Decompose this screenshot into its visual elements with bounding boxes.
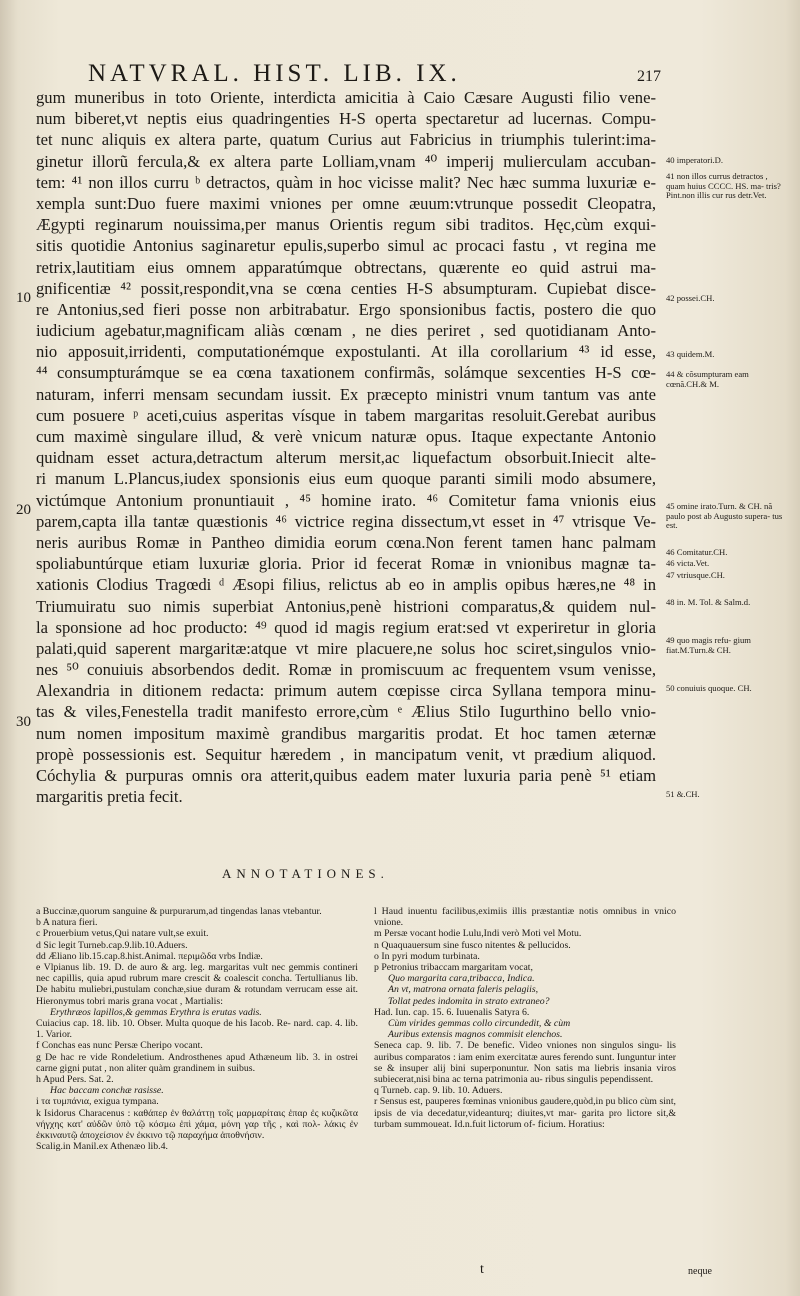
annotation-entry: An vt, matrona ornata faleris pelagiis, — [388, 984, 539, 996]
text-line: Cóchylia & purpuras omnis ora atterit,quibus eadem mater luxuria paria penè ⁵¹ etiam — [36, 766, 656, 785]
margin-note: 46 Comitatur.CH. — [666, 547, 728, 557]
text-line: re Antonius,sed fieri posse non arbitrabatur. Ergo sponsionibus factis, postero die quo — [36, 299, 656, 319]
margin-note: 47 vtriusque.CH. — [666, 570, 725, 580]
text-line: retrix,lautitiam eius omnem apparatúmque obtrectans, quærente eo quid astrui ma- — [36, 257, 656, 277]
annotation-entry: r Sensus est, pauperes fœminas vnionibus gaudere,quòd,in pu blico cùm sint, ipsis de via decedatur,videanturq; diuites,vt mar- garita pro lictore sit,& turbam summoueat. Id.n.fuit lictorum of- ficium. Horatius: — [374, 1096, 676, 1130]
annotation-entry: n Quaquauersum sine fusco nitentes & pellucidos. — [374, 939, 571, 951]
line-number-20: 20 — [16, 502, 31, 518]
margin-note: 42 possei.CH. — [666, 293, 715, 303]
annotation-entry: Cùm virides gemmas collo circundedit, & cùm — [388, 1018, 571, 1030]
text-line: parem,capta illa tantæ quæstionis ⁴⁶ victrice regina dissectum,vt esset in ⁴⁷ vtrisque Ve- — [36, 511, 656, 531]
annotations-right-column — [374, 906, 676, 1130]
text-line: margaritis pretia fecit. — [36, 787, 183, 807]
annotation-entry: Tollat pedes indomita in strato extraneo? — [388, 995, 550, 1007]
line-number-10: 10 — [16, 290, 31, 306]
text-line: ⁴⁴ consumpturámque se ea cœna taxationem confirmãs, solámque sexcenties H-S cœ- — [36, 363, 656, 383]
annotation-entry: i τα τυμπάνια, exigua tympana. — [36, 1096, 159, 1108]
margin-note: 41 non illos currus detractos , quam huius CCCC. HS. ma- tris?Pint.non illis cur rus detr.Vet. — [666, 171, 781, 201]
annotation-entry: Auribus extensis magnos commisit elenchos. — [388, 1029, 563, 1041]
annotation-entry: l Haud inuentu facilibus,eximiis illis præstantiæ notis omnibus in vnico vnione. — [374, 906, 676, 929]
text-line: sitis quotidie Antonius saginaretur epulis,superbo simul ac procaci fastu , vt regina me — [36, 236, 656, 256]
annotation-entry: p Petronius tribaccam margaritam vocat, — [374, 962, 533, 974]
annotation-entry: h Apud Pers. Sat. 2. — [36, 1074, 114, 1086]
annotation-entry: b A natura fieri. — [36, 917, 98, 929]
text-line: ginetur illorũ fercula,& ex altera parte Lolliam,vnam ⁴⁰ imperij mulierculam accuban- — [36, 151, 656, 171]
text-line: tem: ⁴¹ non illos curru ᵇ detractos, quàm in hoc vicisse malit? Nec hæc summa luxuriæ e- — [36, 172, 656, 192]
annotations-heading: ANNOTATIONES. — [222, 866, 389, 881]
text-line: cum posuere ᵖ aceti,cuius asperitas vísque in tabem margaritas resoluit.Gerebat auribus — [36, 405, 656, 425]
main-text-block — [36, 87, 656, 807]
annotation-entry: Erythræos lapillos,& gemmas Erythra is erutas vadis. — [50, 1006, 262, 1018]
annotation-entry: Scalig.in Manil.ex Athenæo lib.4. — [36, 1141, 168, 1153]
annotation-entry: g De hac re vide Rondeletium. Androsthenes apud Athæneum lib. 3. in ostrei carne gigni putat , non aliter quàm grandinem in suibus. — [36, 1051, 358, 1074]
text-line: Ægypti reginarum nouissima,per manus Orientis regum sibi traditos. Hęc,cùm exqui- — [36, 215, 656, 235]
margin-note: 44 & cõsumpturam eam cœnã.CH.& M. — [666, 369, 749, 389]
text-line: nes ⁵⁰ conuiuis absorbendos dedit. Romæ in promiscuum ac frequentem vsum venisse, — [36, 660, 656, 680]
text-line: la sponsione ad hoc producto: ⁴⁹ quod id magis regium erat:sed vt experiretur in gloria — [36, 617, 656, 637]
annotation-entry: k Isidorus Characenus : καθάπερ ἐν θαλάττῃ τοῖς μαρμαρίταις ἐπαρ ἐς κυζικῶτα νήγχης κατ' αὐδῶν ὑπὸ τῷ κόσμω ἐπὶ χάμα, μόνη γαρ τῆς , καὶ πολ- λάκις ἐν ἐκκιναυτῷ ἀποχείσιον ἐν ἐκκινο τῷ παραχήμα ἀποθνήσιν. — [36, 1107, 358, 1142]
margin-note: 46 victa.Vet. — [666, 558, 710, 568]
text-line: Alexandria in ditionem redacta: primum autem cœpisse circa Syllana tempora minu- — [36, 681, 656, 701]
text-line: xempla sunt:Duo fuere maximi vniones per omne æuum:vtrunque possedit Cleopatra, — [36, 193, 656, 213]
catchword: neque — [688, 1266, 712, 1277]
annotation-entry: c Prouerbium vetus,Qui natare vult,se exuit. — [36, 928, 209, 940]
annotation-entry: a Buccinæ,quorum sanguine & purpurarum,ad tingendas lanas vtebantur. — [36, 906, 322, 917]
text-line: neris auribus Romæ in Pantheo dimidia eorum cœna.Non ferent tamen hanc palmam — [36, 532, 656, 552]
text-line: spoliabuntúrque etiam luxuriæ gloria. Prior id fecerat Romæ in vnionibus magnæ ta- — [36, 554, 656, 574]
text-line: num nomen impositum maximè grandibus margaritis prodat. Et hoc tamen æternæ — [36, 723, 656, 743]
annotation-entry: dd Æliano lib.15.cap.8.hist.Animal. περιμῶδα vrbs Indiæ. — [36, 950, 263, 962]
annotation-entry: Cuiacius cap. 18. lib. 10. Obser. Multa quoque de his Iacob. Re- nard. cap. 4. lib. 1. Varior. — [36, 1018, 358, 1041]
margin-note: 45 omine irato.Turn. & CH. nã paulo post ab Augusto supera- tus est. — [666, 501, 783, 531]
text-line: num biberet,vt neptis eius quadringenties H-S operta spectaretur ad lucernas. Compu- — [36, 109, 656, 129]
annotation-entry: Quo margarita cara,tribacca, Indica. — [388, 973, 535, 985]
annotation-entry: Seneca cap. 9. lib. 7. De benefic. Video vniones non singulos singu- lis auribus comparatos : iam enim exercitatæ aures ferendo sunt. Iunguntur inter se & insuper alij bini superponuntur. Non satis ma liebris insania viros subiecerat,nisi bina ac terna patrimonia au- ribus singulis pependissent. — [374, 1040, 676, 1086]
annotation-entry: e Vlpianus lib. 19. D. de auro & arg. leg. margaritas vult nec gemmis contineri nec capillis, quia apud rubrum mare crescit & coalescit concha. Tertullianus lib. De habitu muliebri,pustulam conchæ,siue duram & rotundam verrucam esse ait. Hieronymus tobri maris grana vocat , Martialis: — [36, 962, 358, 1007]
annotation-entry: f Conchas eas nunc Persæ Cheripo vocant. — [36, 1040, 203, 1052]
margin-note: 51 &.CH. — [666, 789, 700, 799]
margin-note: 49 quo magis refu- gium fiat.M.Turn.& CH. — [666, 635, 751, 655]
margin-note: 48 in. M. Tol. & Salm.d. — [666, 597, 751, 607]
text-line: palati,quid saperent margaritæ:atque vt mire placuere,ne solus hoc sciret,singulos vnio- — [36, 638, 656, 658]
text-line: nio apposuit,irridenti, computationémque expostulanti. At illa corollarium ⁴³ id esse, — [36, 342, 656, 362]
signature-mark: t — [480, 1262, 484, 1277]
text-line: ri manum L.Plancus,iudex sponsionis eius eum quoque paranti simili modo absumere, — [36, 469, 656, 489]
margin-note: 50 conuiuis quoque. CH. — [666, 683, 752, 693]
text-line: tas & viles,Fenestella tradit manifesto errore,cùm ᵉ Ælius Stilo Iugurthino bello vnio- — [36, 702, 656, 722]
text-line: Triumuiratu suo nimis superbiat Antonius,penè histrioni comparatus,& quidem nul- — [36, 596, 656, 616]
text-line: cum maximè singulare illud, & verè vnicum naturæ opus. Itaque expectante Antonio — [36, 427, 656, 446]
line-number-30: 30 — [16, 714, 31, 730]
text-line: quidnam esset actura,detractum alterum mersit,ac liquefactum obsorbuit.Iniecit alte- — [36, 448, 656, 468]
text-line: naturam, inferri mensam secundam iussit. Ex præcepto ministri vnum tantum vas ante — [36, 384, 656, 404]
page-number: 217 — [637, 68, 661, 85]
annotation-entry: q Turneb. cap. 9. lib. 10. Aduers. — [374, 1085, 503, 1097]
margin-note: 43 quidem.M. — [666, 349, 715, 359]
text-line: tet nunc aliquis ex altera parte, quatum Curius aut Fabricius in triumphis tulerint:ima- — [36, 130, 656, 150]
text-line: gum muneribus in toto Oriente, interdicta amicitia à Caio Cæsare Augusti filio vene- — [36, 88, 656, 107]
annotation-entry: m Persæ vocant hodie Lulu,Indi verò Moti vel Motu. — [374, 928, 582, 940]
margin-note: 40 imperatori.D. — [666, 155, 724, 165]
annotation-entry: d Sic legit Turneb.cap.9.lib.10.Aduers. — [36, 939, 188, 951]
page-title: NATVRAL. HIST. LIB. IX. — [88, 60, 461, 87]
annotation-entry: o In pyri modum turbinata. — [374, 950, 480, 962]
annotation-entry: Hac baccam conchæ rasisse. — [50, 1085, 164, 1097]
annotation-entry: Had. Iun. cap. 15. 6. Iuuenalis Satyra 6. — [374, 1006, 530, 1018]
text-line: iudicium agebatur,magnificam aliàs cœnam , ne dies periret , sed quotidianam Anto- — [36, 321, 656, 341]
text-line: victúmque Antonium pronuntiauit , ⁴⁵ homine irato. ⁴⁶ Comitetur fama vnionis eius — [36, 490, 656, 510]
annotations-left-column — [36, 906, 358, 1152]
text-line: propè possessionis est. Sequitur hæredem , in mancipatum venit, vt prædium aliquod. — [36, 744, 656, 764]
text-line: xationis Clodius Tragœdi ᵈ Æsopi filius, relictus ab eo in amplis opibus hæres,ne ⁴⁸ in — [36, 575, 656, 595]
text-line: gnificentiæ ⁴² possit,respondit,vna se cœna centies H-S absumpturam. Cupiebat disce- — [36, 278, 656, 298]
